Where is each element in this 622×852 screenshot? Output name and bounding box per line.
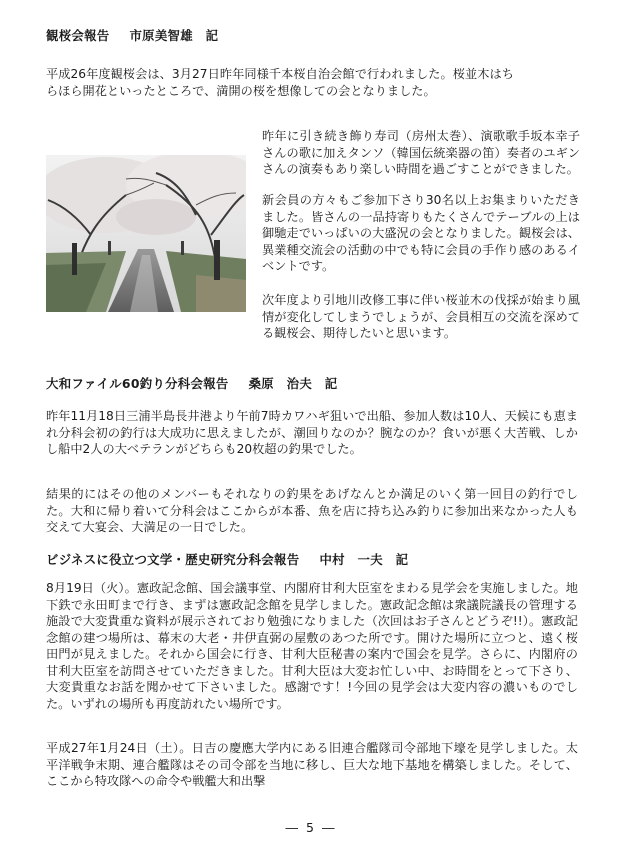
kanou-paragraph-2: 新会員の方々もご参加下さり30名以上お集まりいただきました。皆さんの一品持寄りもたくさんでテーブルの上は御馳走でいっぱいの大盛況の会となりました。観桜会は、異業種交流会の活動の中でも特に会員の手作り感のあるイベントです。 <box>262 193 580 273</box>
page-number: ― 5 ― <box>285 820 337 835</box>
section-title: ビジネスに役立つ文学・歴史研究分科会報告 <box>46 552 300 567</box>
literature-paragraph-2: 平成27年1月24日（土）。日吉の慶應大学内にある旧連合艦隊司令部地下壕を見学しました。太平洋戦争末期、連合艦隊はその司令部を当地に移し、巨大な地下基地を構築しました。そして、ここから特攻隊への命令や戦艦大和出撃 <box>46 741 578 788</box>
kanou-paragraph-1: 昨年に引き続き飾り寿司（房州太巻）、演歌歌手坂本幸子さんの歌に加えタンソ（韓国伝統楽器の笛）奏者のユギンさんの演奏もあり楽しい時間を過ごすことができました。 <box>262 129 580 176</box>
kanou-intro-paragraph: 平成26年度観桜会は、3月27日昨年同様千本桜自治会館で行われました。桜並木はちらほら開花といったところで、満開の桜を想像しての会となりました。 <box>46 67 514 98</box>
section-author: 桑原 治夫 記 <box>248 376 338 391</box>
fishing-paragraph-2: 結果的にはその他のメンバーもそれなりの釣果をあげなんとか満足のいく第一回目の釣行でした。大和に帰り着いて分科会はここからが本番、魚を店に持ち込み釣りに参加出来なかった人も交えて大宴会、大満足の一日でした。 <box>46 487 578 534</box>
literature-paragraph-1: 8月19日（火）。憲政記念館、国会議事堂、内閣府甘利大臣室をまわる見学会を実施しました。地下鉄で永田町まで行き、まずは憲政記念館を見学しました。憲政記念館は衆議院議長の管理する施設で大変貴重な資料が展示されており勉強になりました（次回はお子さんとどうぞ!!）。憲政記念館の建つ場所は、幕末の大老・井伊直弼の屋敷のあつた所です。開けた場所に立つと、遠く桜田門が見えました。それから国会に行き、甘利大臣秘書の案内で国会を見学。さらに、内閣府の甘利大臣室を訪問させていただきました。甘利大臣は大変お忙しい中、お時間をとって下さり、大変貴重なお話を聞かせて下さいました。感謝です！!今回の見学会は大変内容の濃いものでした。いずれの場所も再度訪れたい場所です。 <box>46 581 578 711</box>
fishing-paragraph-1: 昨年11月18日三浦半島長井港より午前7時カワハギ狙いで出船、参加人数は10人、天候にも恵まれ分科会初の釣行は大成功に思えましたが、潮回りなのか？腕なのか？食いが悪く大苦戦、しかし船中2人の大ベテランがどちらも20枚超の釣果でした。 <box>46 409 578 456</box>
section-heading-literature <box>46 552 586 569</box>
section-author: 中村 一夫 記 <box>319 552 409 567</box>
section-title: 大和ファイル60釣り分科会報告 <box>46 376 229 391</box>
section-title: 観桜会報告 <box>46 28 110 43</box>
section-heading-fishing <box>46 376 586 393</box>
section-heading-kanou <box>46 28 586 45</box>
kanou-paragraph-3: 次年度より引地川改修工事に伴い桜並木の伐採が始まり風情が変化してしまうでしょうが、会員相互の交流を深めてる観桜会、期待したいと思います。 <box>262 293 580 340</box>
cherry-blossom-photo <box>46 155 246 312</box>
section-author: 市原美智雄 記 <box>129 28 219 43</box>
